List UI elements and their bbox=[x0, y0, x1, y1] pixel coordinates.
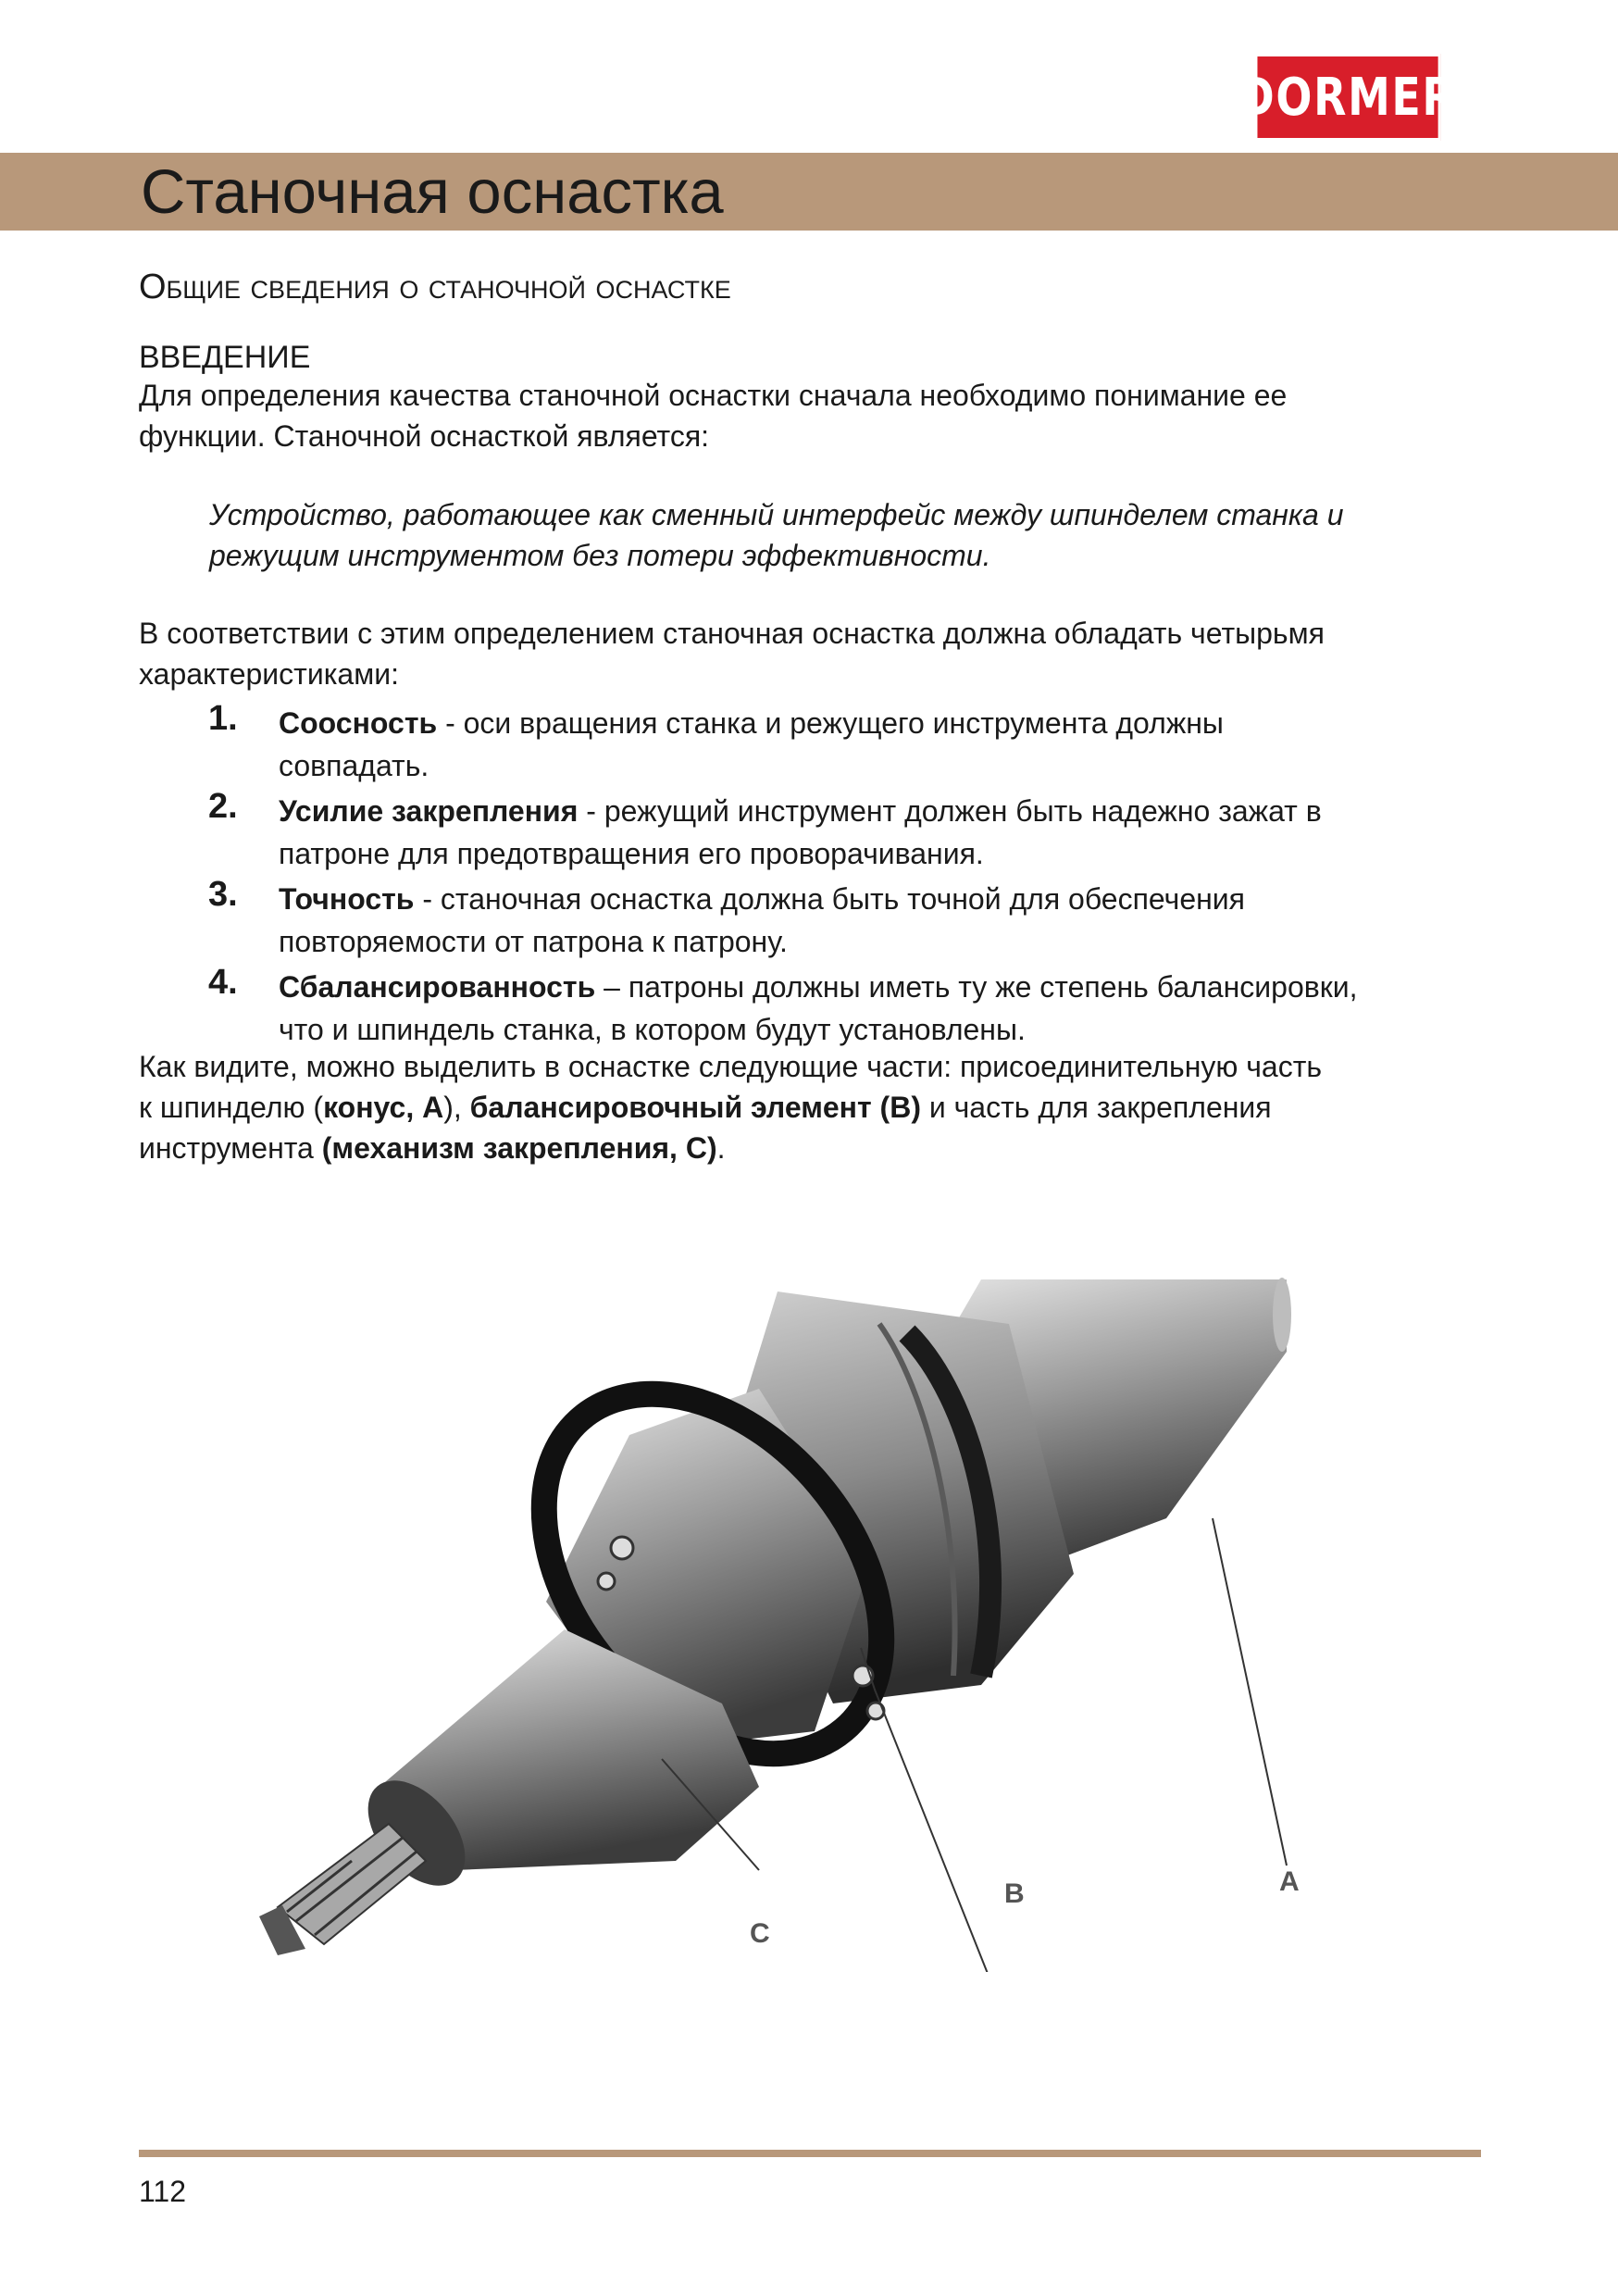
list-term: Соосность bbox=[279, 706, 438, 740]
list-text: – патроны должны иметь ту же степень балансировки, bbox=[595, 970, 1358, 1004]
definition-line-2: режущим инструментом без потери эффективности. bbox=[209, 539, 991, 572]
label-a: A bbox=[1279, 1866, 1300, 1897]
conclusion-text: инструмента bbox=[139, 1131, 322, 1165]
conclusion-text: и часть для закрепления bbox=[920, 1091, 1272, 1124]
conclusion-term: конус, А bbox=[323, 1091, 444, 1124]
intro-line-1: Для определения качества станочной оснастки сначала необходимо понимание ее bbox=[139, 379, 1288, 412]
intro-line-2: функции. Станочной оснасткой является: bbox=[139, 419, 710, 453]
conclusion-text: . bbox=[716, 1131, 726, 1165]
lead-line-1: В соответствии с этим определением станочная оснастка должна обладать четырьмя bbox=[139, 617, 1325, 650]
list-text: - оси вращения станка и режущего инструмента должны bbox=[437, 706, 1224, 740]
cutting-tool bbox=[259, 1824, 426, 1955]
footer-rule bbox=[139, 2150, 1481, 2157]
lead-line-2: характеристиками: bbox=[139, 657, 399, 691]
page-title: Станочная оснастка bbox=[141, 157, 724, 227]
list-line-2: патроне для предотвращения его проворачивания. bbox=[279, 837, 984, 870]
list-number: 1. bbox=[208, 699, 238, 738]
list-line-2: повторяемости от патрона к патрону. bbox=[279, 925, 788, 958]
conclusion-line-1: Как видите, можно выделить в оснастке следующие части: присоединительную часть bbox=[139, 1050, 1323, 1083]
leader-line-a bbox=[1213, 1518, 1287, 1866]
conclusion-line-3 bbox=[139, 1128, 1490, 1168]
dormer-logo: DORMER bbox=[1255, 54, 1440, 141]
tool-holder-illustration bbox=[241, 1268, 1314, 1972]
label-b: B bbox=[1004, 1878, 1025, 1909]
section-title: Общие сведения о станочной оснастке bbox=[139, 268, 731, 306]
list-line-1 bbox=[279, 790, 1482, 832]
conclusion-term: (механизм закрепления, С) bbox=[321, 1131, 717, 1165]
list-text: - режущий инструмент должен быть надежно зажат в bbox=[578, 794, 1322, 828]
list-term: Сбалансированность bbox=[279, 970, 596, 1004]
list-line-2: совпадать. bbox=[279, 749, 429, 782]
subsection-title: ВВЕДЕНИЕ bbox=[139, 340, 311, 375]
page-number: 112 bbox=[139, 2175, 187, 2208]
list-number: 3. bbox=[208, 875, 238, 914]
list-number: 2. bbox=[208, 787, 238, 826]
list-line-1 bbox=[279, 966, 1482, 1008]
list-text: - станочная оснастка должна быть точной для обеспечения bbox=[414, 882, 1245, 916]
conclusion-text: ), bbox=[443, 1091, 470, 1124]
conclusion-text: к шпинделю ( bbox=[139, 1091, 324, 1124]
conclusion-line-2 bbox=[139, 1087, 1490, 1128]
list-line-1 bbox=[279, 702, 1482, 744]
list-term: Точность bbox=[279, 882, 415, 916]
list-line-2: что и шпиндель станка, в котором будут установлены. bbox=[279, 1013, 1026, 1046]
list-term: Усилие закрепления bbox=[279, 794, 579, 828]
label-c: C bbox=[750, 1918, 770, 1949]
conclusion-term: балансировочный элемент (В) bbox=[469, 1091, 921, 1124]
definition-line-1: Устройство, работающее как сменный интерфейс между шпинделем станка и bbox=[209, 498, 1344, 531]
list-number: 4. bbox=[208, 963, 238, 1002]
list-line-1 bbox=[279, 878, 1482, 920]
